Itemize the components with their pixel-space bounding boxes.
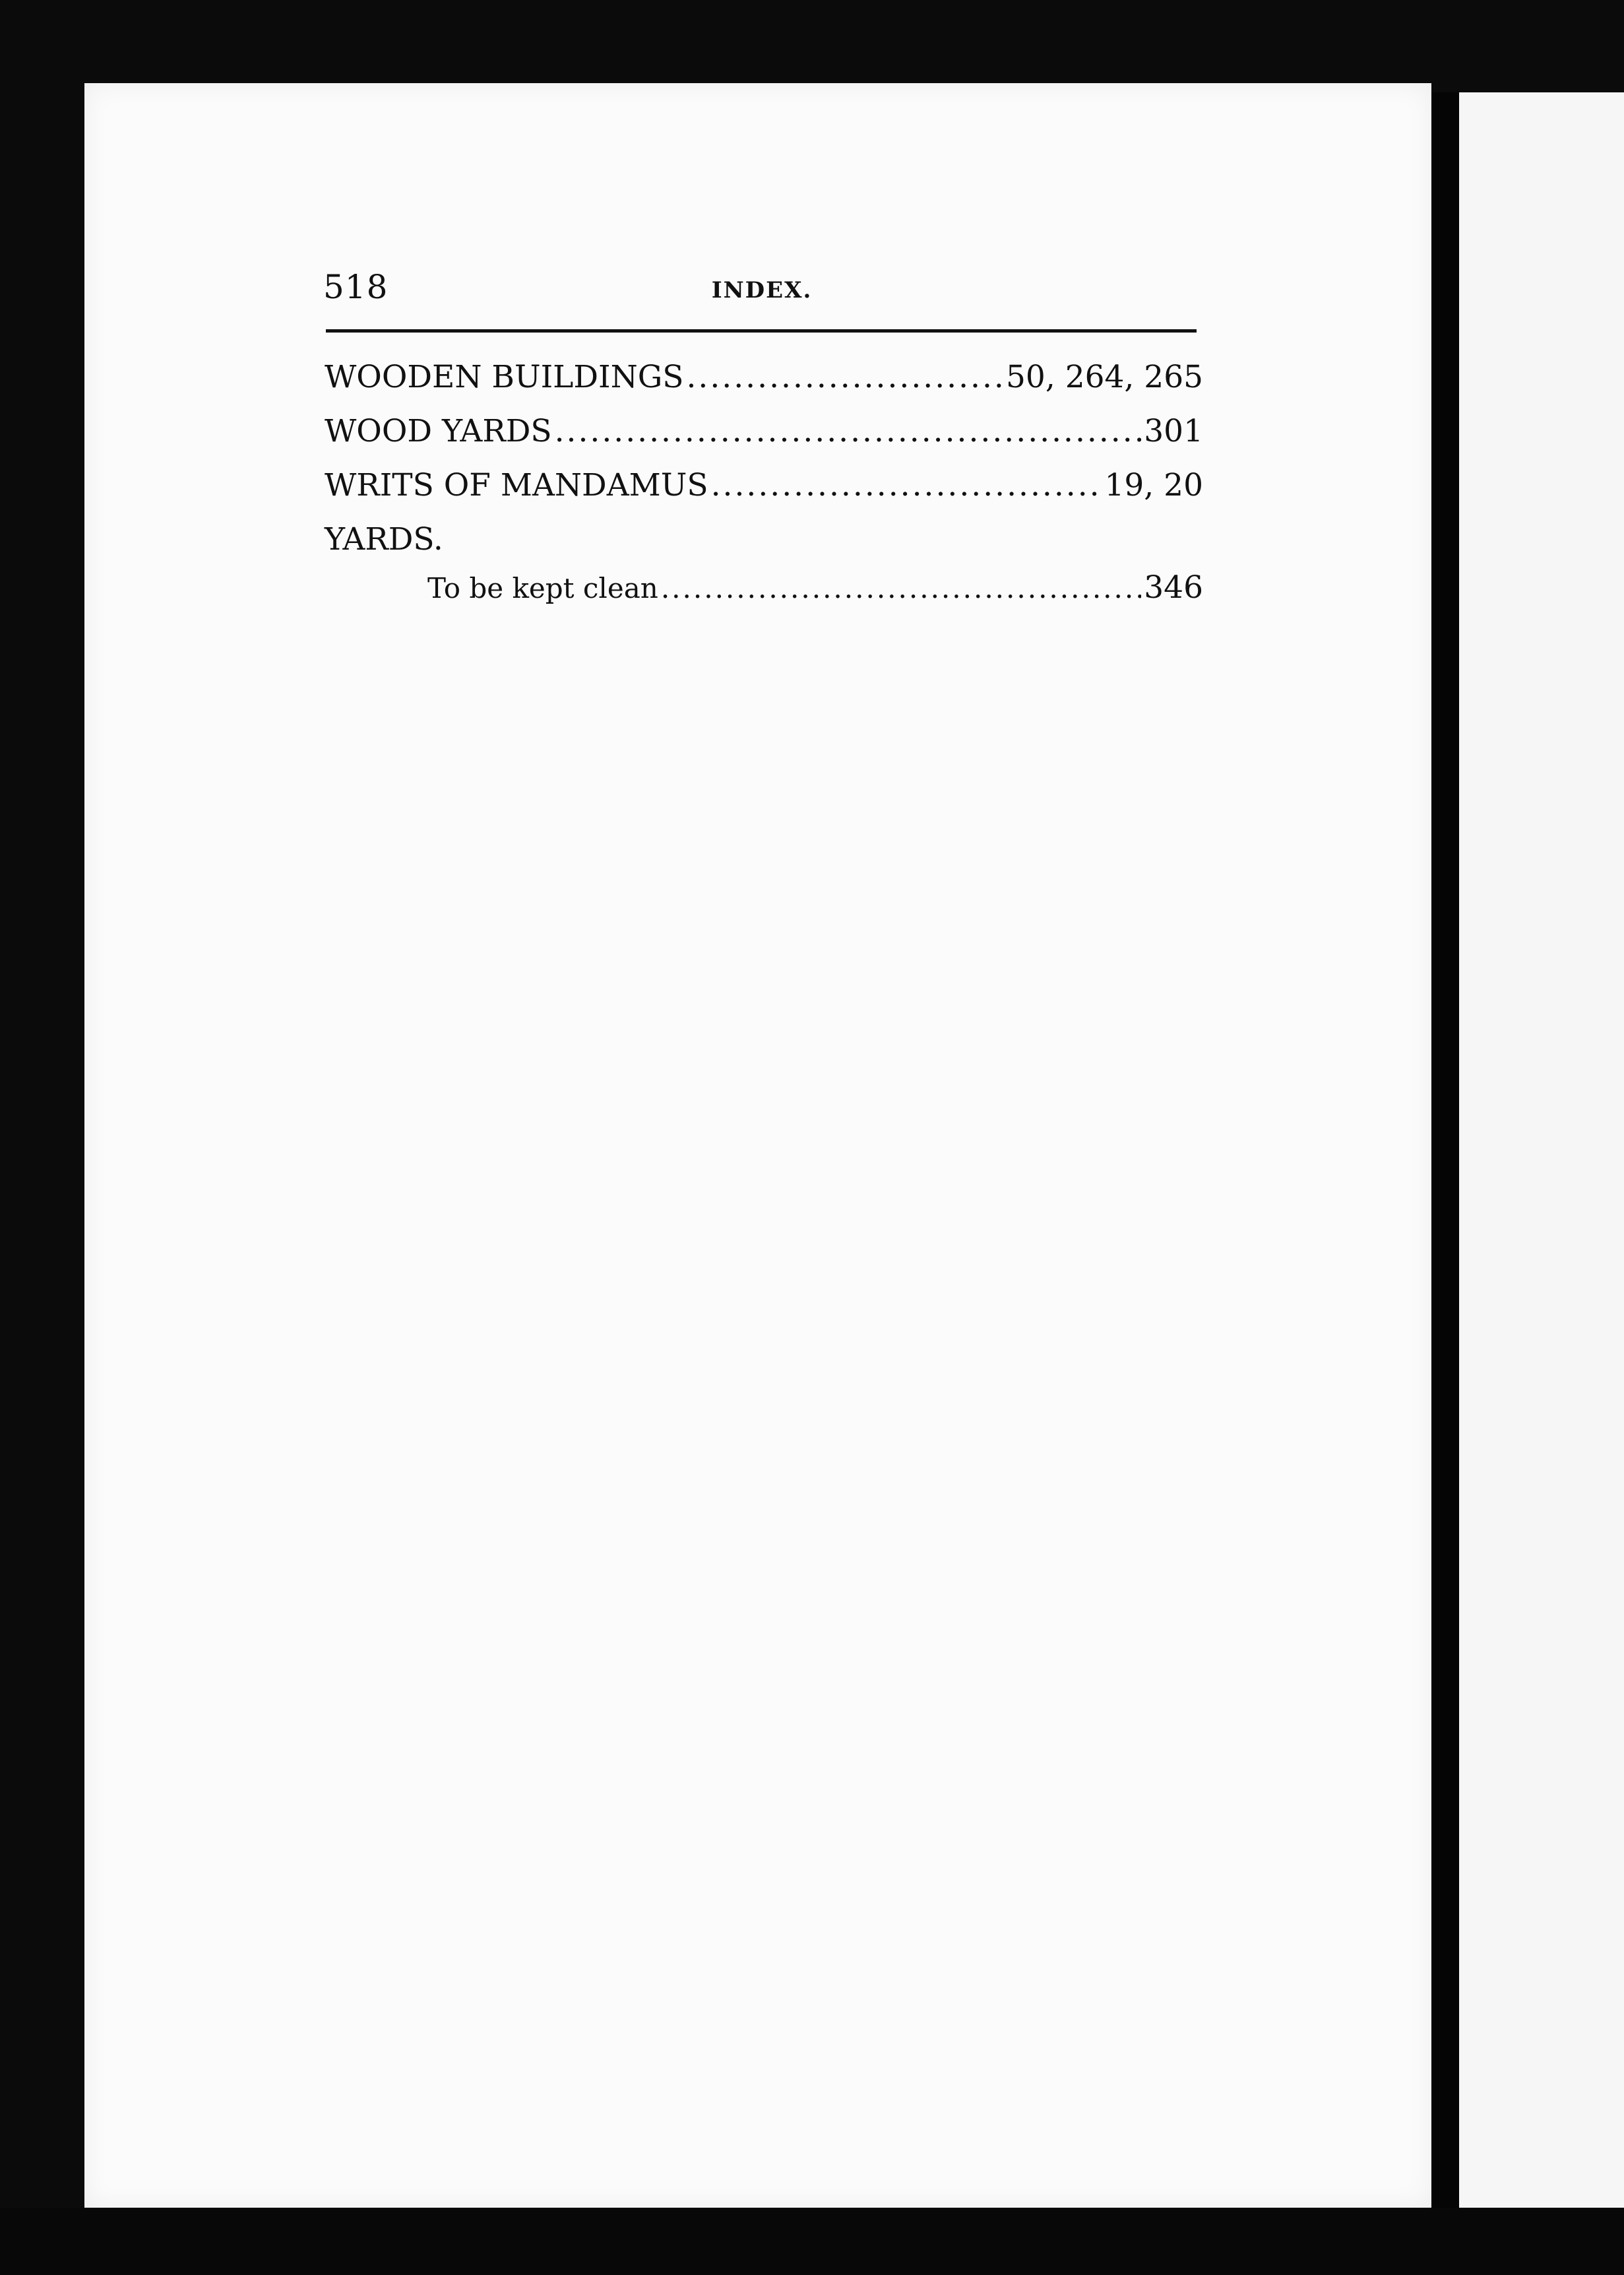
index-entry [325, 408, 1203, 462]
index-entry [325, 354, 1203, 408]
entry-term: WRITS OF MANDAMUS [325, 467, 708, 503]
running-head: INDEX. [711, 277, 813, 304]
index-entry [325, 462, 1203, 516]
index-entries [325, 354, 1203, 614]
sub-entry-pages: 346 [1144, 569, 1203, 606]
scan-border [0, 2208, 1624, 2275]
index-sub-entry [325, 567, 1203, 614]
header-rule [326, 329, 1197, 333]
entry-pages: 50, 264, 265 [1006, 359, 1203, 395]
dot-leader [661, 568, 1141, 609]
entry-pages: 19, 20 [1104, 467, 1203, 503]
index-heading-yards: YARDS. [325, 521, 443, 558]
entry-pages: 301 [1144, 413, 1203, 449]
dot-leader [555, 408, 1142, 455]
page-header [323, 264, 1201, 310]
entry-term: WOOD YARDS [325, 413, 552, 449]
sub-entry-term: To be kept clean [427, 572, 658, 604]
page-number: 518 [323, 268, 389, 306]
dot-leader [686, 354, 1003, 401]
book-page [84, 83, 1431, 2208]
facing-page-edge [1459, 92, 1624, 2210]
book-gutter [1431, 92, 1459, 2210]
dot-leader [711, 462, 1102, 509]
entry-term: WOODEN BUILDINGS [325, 359, 684, 395]
